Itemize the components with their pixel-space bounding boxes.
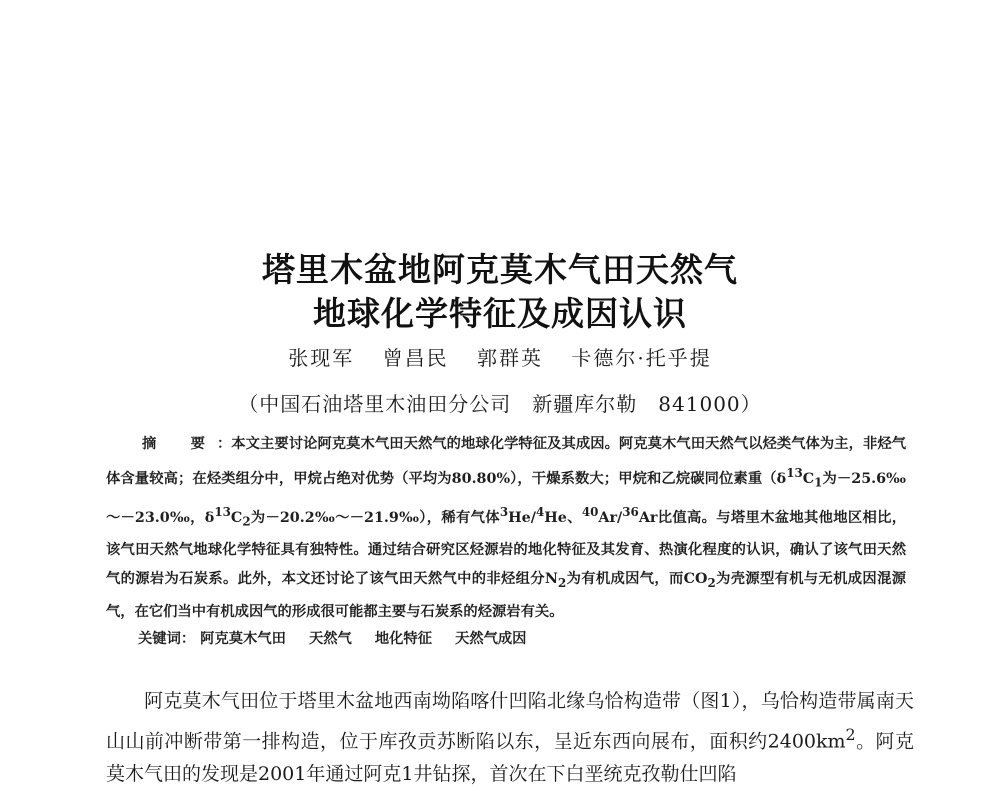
isotope-mass: 13 (214, 504, 231, 519)
author-name: 曾昌民 (382, 346, 449, 370)
paper-title-line-2: 地球化学特征及成因认识 (313, 294, 687, 333)
abstract-text: ：本文主要讨论阿克莫木气田天然气的地球化学特征及其成因。阿克莫木气田天然气以烃类气体为主，非烃气体含量较高；在烃类组分中，甲烷占绝对优势（平均为80.80%），干燥系数大；甲烷和乙烷碳同位素重（δ (106, 436, 906, 487)
abstract (106, 430, 906, 627)
keywords-label: 关键词： (138, 631, 196, 647)
paper-title-line-1: 塔里木盆地阿克莫木气田天然气 (262, 250, 738, 289)
author-name: 张现军 (288, 346, 355, 370)
abstract-text: 为－20.2‰～－21.9‰），稀有气体 (250, 509, 500, 526)
keyword: 地化特征 (374, 631, 432, 647)
abstract-text: 为有机成因气，而CO (566, 571, 708, 588)
affiliation: （中国石油塔里木油田分公司 新疆库尔勒 841000） (238, 392, 762, 416)
body-paragraph (106, 685, 914, 791)
keywords (138, 628, 898, 648)
abstract-text: He、 (544, 509, 582, 526)
abstract-text: 比值高。与塔里木盆地其他地区相比，该气田天然气地球化学特征具有独特性。通过结合研究区烃源岩的地化特征及其发育、热演化程度的认识，确认了该气田天然气的源岩为石炭系。此外，本文还讨论了该气田天然气中的非烃组分N (106, 509, 907, 588)
abstract-text: Ar/ (598, 509, 623, 526)
subscript: 2 (707, 576, 716, 591)
body-text: 。阿克莫木气田的发现是2001年通过阿克1井钻探，首次在下白垩统克孜勒仕凹陷 (106, 730, 914, 786)
isotope-mass: 40 (581, 504, 599, 519)
isotope-mass: 4 (535, 504, 545, 519)
abstract-text: He/ (508, 509, 536, 526)
author-list (0, 342, 1000, 371)
abstract-text: C (230, 509, 243, 526)
author-name: 郭群英 (477, 346, 543, 370)
isotope-mass: 13 (786, 466, 803, 480)
isotope-mass: 36 (622, 504, 639, 519)
author-name: 卡德尔·托乎提 (571, 346, 712, 370)
keyword: 阿克莫木气田 (200, 631, 286, 647)
abstract-text: Ar (638, 509, 658, 526)
superscript: 2 (845, 725, 856, 744)
subscript: 2 (557, 576, 567, 591)
keyword: 天然气 (308, 631, 352, 647)
body-text: 阿克莫木气田位于塔里木盆地西南坳陷喀什凹陷北缘乌恰构造带（图1），乌恰构造带属南天山山前冲断带第一排构造，位于库孜贡苏断陷以东，呈近东西向展布，面积约2400km (106, 690, 914, 753)
isotope-mass: 3 (499, 504, 509, 519)
subscript: 1 (814, 475, 823, 490)
abstract-text: C (802, 470, 815, 487)
subscript: 2 (242, 514, 251, 529)
abstract-text: 为壳源型有机与无机成因混源气，在它们当中有机成因气的形成很可能都主要与石炭系的烃源岩有关。 (106, 571, 906, 621)
abstract-text: 为－25.6‰～－23.0‰，δ (106, 470, 906, 526)
keyword: 天然气成因 (454, 631, 527, 647)
abstract-heading: 摘 要 (142, 436, 215, 452)
